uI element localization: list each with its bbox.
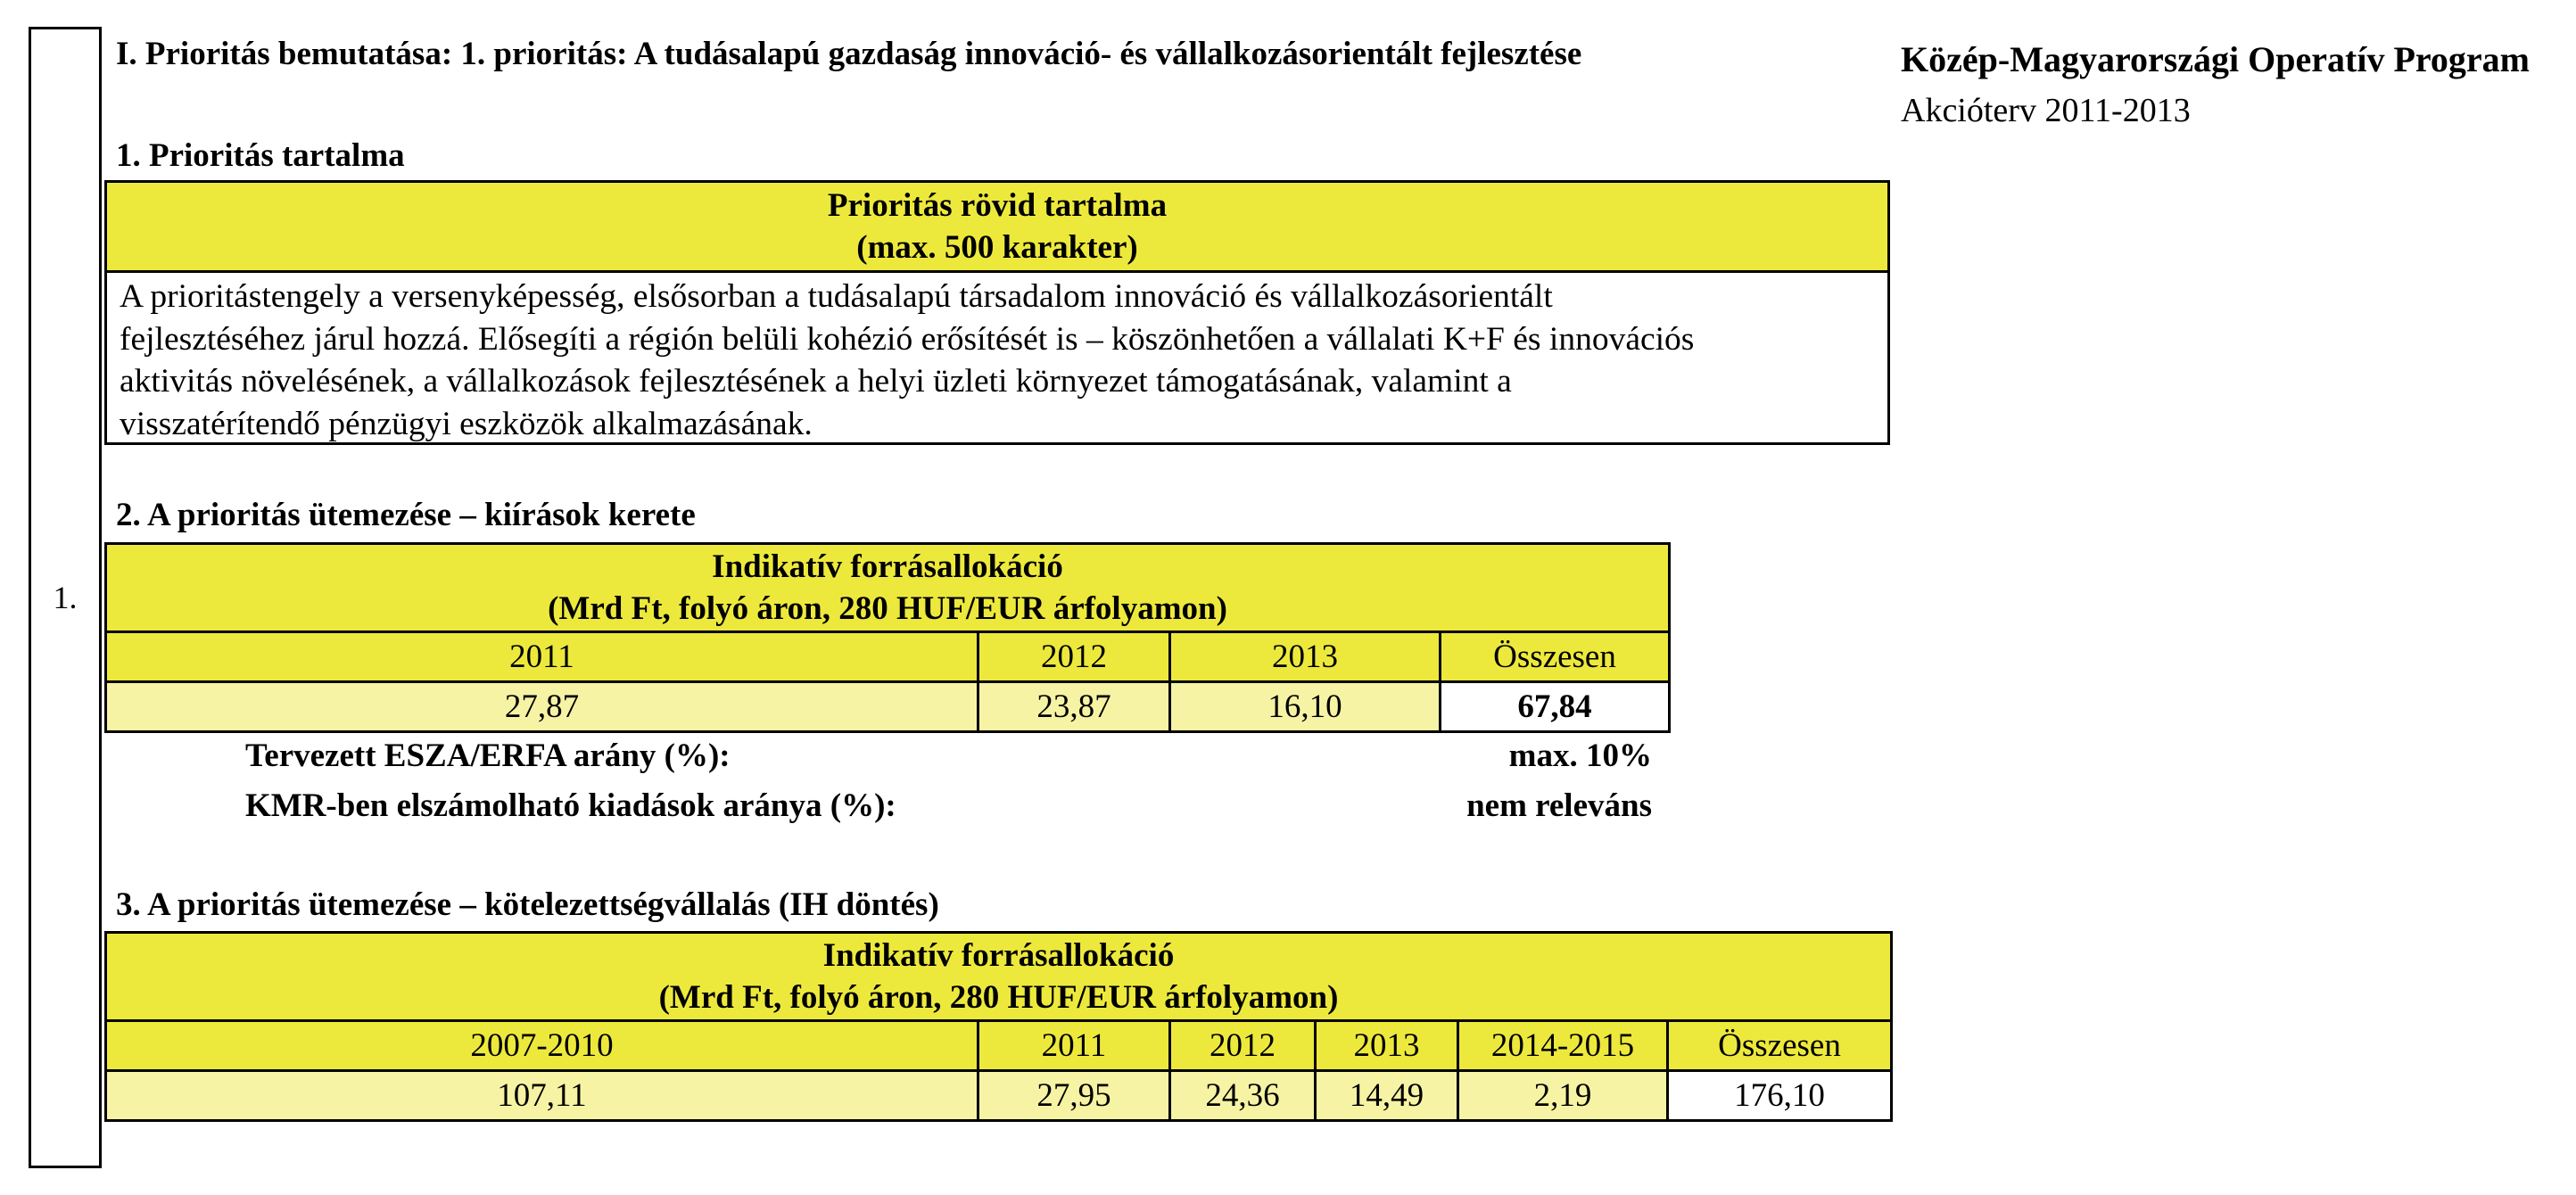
column-header: 2014-2015 xyxy=(1458,1021,1668,1071)
section1-heading: 1. Prioritás tartalma xyxy=(116,137,405,174)
allocation-table-calls xyxy=(104,542,1671,733)
program-subtitle: Akcióterv 2011-2013 xyxy=(1901,92,2191,129)
value-cell: 107,11 xyxy=(106,1071,978,1121)
section3-heading: 3. A prioritás ütemezése – kötelezettségvállalás (IH döntés) xyxy=(116,886,939,923)
value-cell: 24,36 xyxy=(1170,1071,1316,1121)
column-header: 2013 xyxy=(1316,1021,1458,1071)
row-number: 1. xyxy=(53,580,78,615)
column-header: 2012 xyxy=(1170,1021,1316,1071)
value-cell: 23,87 xyxy=(978,682,1170,732)
value-cell: 14,49 xyxy=(1316,1071,1458,1121)
page-title: I. Prioritás bemutatása: 1. prioritás: A tudásalapú gazdaság innováció- és vállalkozásorientált fejlesztése xyxy=(116,36,1582,72)
summary-title-line1: Prioritás rövid tartalma xyxy=(827,187,1168,224)
allocation-title-line2: (Mrd Ft, folyó áron, 280 HUF/EUR árfolyamon) xyxy=(548,590,1227,627)
column-header: 2007-2010 xyxy=(106,1021,978,1071)
total-cell: 176,10 xyxy=(1668,1071,1892,1121)
esza-erfa-value: max. 10% xyxy=(1508,738,1652,774)
summary-text-line: fejlesztéséhez járul hozzá. Elősegíti a régión belüli kohézió erősítését is – köszönhetően a vállalati K+F és innovációs xyxy=(120,320,1695,358)
value-cell: 2,19 xyxy=(1458,1071,1668,1121)
summary-text-box xyxy=(104,270,1890,445)
program-title: Közép-Magyarországi Operatív Program xyxy=(1901,39,2530,79)
section2-heading: 2. A prioritás ütemezése – kiírások kerete xyxy=(116,497,696,533)
summary-text-line: visszatérítendő pénzügyi eszközök alkalmazásának. xyxy=(120,405,813,442)
value-cell: 27,87 xyxy=(106,682,978,732)
summary-title xyxy=(106,182,1889,272)
summary-title-table xyxy=(104,180,1890,273)
allocation-title-line1: Indikatív forrásallokáció xyxy=(712,548,1063,585)
summary-text-line: aktivitás növelésének, a vállalkozások fejlesztésének a helyi üzleti környezet támogatásának, valamint a xyxy=(120,363,1512,400)
kmr-expense-label: KMR-ben elszámolható kiadások aránya (%): xyxy=(245,787,896,824)
esza-erfa-label: Tervezett ESZA/ERFA arány (%): xyxy=(245,738,731,774)
commitment-title xyxy=(106,933,1892,1021)
summary-text-line: A prioritástengely a versenyképesség, elsősorban a tudásalapú társadalom innováció és vállalkozásorientált xyxy=(120,278,1553,315)
value-cell: 16,10 xyxy=(1170,682,1441,732)
allocation-title xyxy=(106,544,1670,632)
column-header: 2011 xyxy=(106,632,978,682)
commitment-title-line1: Indikatív forrásallokáció xyxy=(822,937,1175,974)
column-header: Összesen xyxy=(1668,1021,1892,1071)
column-header: 2011 xyxy=(978,1021,1170,1071)
value-cell: 27,95 xyxy=(978,1071,1170,1121)
commitment-title-line2: (Mrd Ft, folyó áron, 280 HUF/EUR árfolyamon) xyxy=(658,979,1339,1016)
total-cell: 67,84 xyxy=(1441,682,1670,732)
summary-title-line2: (max. 500 karakter) xyxy=(856,229,1138,266)
column-header: Összesen xyxy=(1441,632,1670,682)
kmr-expense-value: nem releváns xyxy=(1466,787,1652,824)
column-header: 2012 xyxy=(978,632,1170,682)
allocation-table-commitment xyxy=(104,931,1893,1122)
column-header: 2013 xyxy=(1170,632,1441,682)
